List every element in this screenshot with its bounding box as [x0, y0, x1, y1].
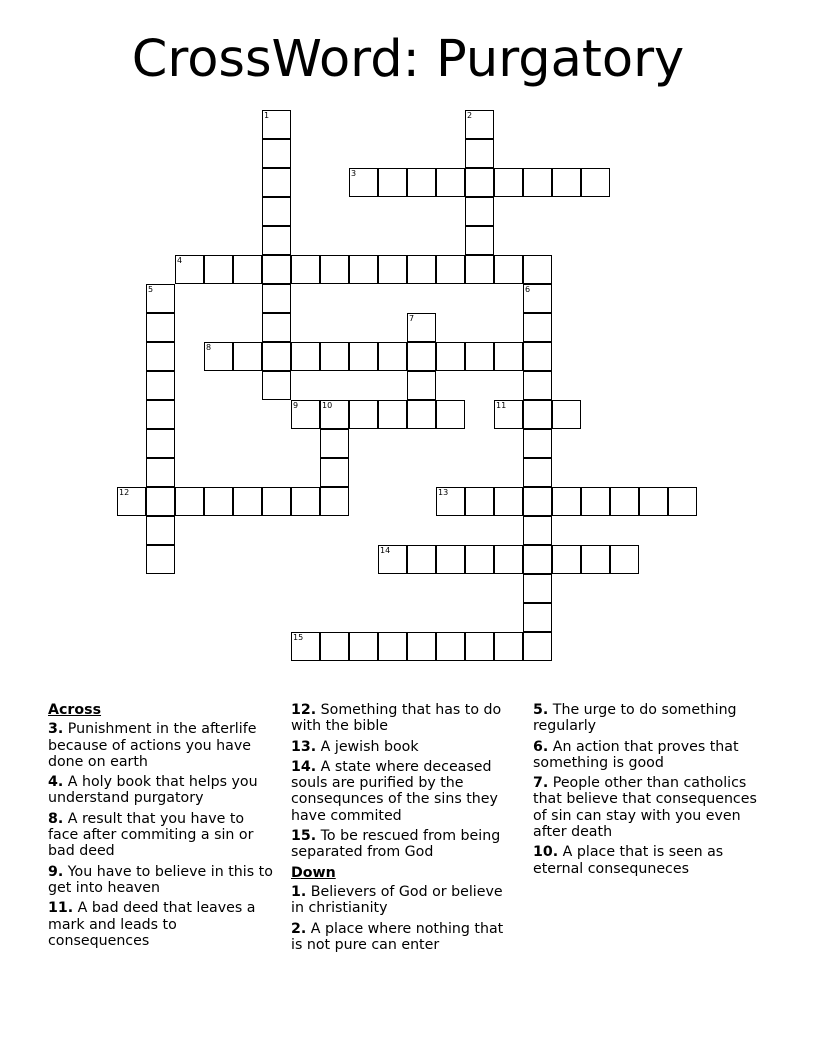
clue-text: You have to believe in this to get into heaven: [48, 863, 273, 896]
clue-across-13: [291, 739, 517, 755]
grid-cell: [146, 371, 175, 400]
down-heading: Down: [291, 864, 336, 881]
grid-cell: [465, 139, 494, 168]
cell-number: 12: [119, 488, 130, 497]
grid-cell: [494, 255, 523, 284]
grid-cell: [610, 487, 639, 516]
grid-cell: [204, 342, 233, 371]
grid-cell: [233, 342, 262, 371]
clue-text: A state where deceased souls are purified by the consequnces of the sins they have commited: [291, 758, 498, 824]
grid-cell: [262, 313, 291, 342]
grid-cell: [523, 429, 552, 458]
cell-number: 10: [322, 401, 333, 410]
clue-number: 8.: [48, 810, 64, 827]
clue-across-14: [291, 759, 517, 824]
grid-cell: [523, 545, 552, 574]
grid-cell: [320, 400, 349, 429]
clue-down-10: [533, 844, 763, 877]
clue-number: 4.: [48, 774, 64, 791]
cell-number: 8: [206, 343, 212, 352]
grid-cell: [465, 487, 494, 516]
grid-cell: [320, 632, 349, 661]
clue-across-12: [291, 702, 517, 735]
grid-cell: [465, 110, 494, 139]
clue-across-8: [48, 811, 274, 860]
cell-number: 11: [496, 401, 507, 410]
grid-cell: [146, 313, 175, 342]
grid-cell: [523, 487, 552, 516]
cell-number: 1: [264, 111, 270, 120]
grid-cell: [523, 574, 552, 603]
clue-across-3: [48, 721, 274, 770]
grid-cell: [465, 255, 494, 284]
grid-cell: [407, 371, 436, 400]
grid-cell: [581, 545, 610, 574]
across-heading: Across: [48, 702, 102, 718]
clue-text: A holy book that helps you understand purgatory: [48, 774, 258, 807]
grid-cell: [320, 342, 349, 371]
clue-number: 13.: [291, 738, 317, 755]
clue-text: Believers of God or believe in christianity: [291, 883, 503, 917]
grid-cell: [349, 255, 378, 284]
clue-across-4: [48, 774, 274, 807]
grid-cell: [262, 255, 291, 284]
clue-number: 7.: [533, 775, 549, 792]
grid-cell: [320, 429, 349, 458]
cell-number: 6: [525, 285, 531, 294]
clue-down-6: [533, 739, 763, 772]
cell-number: 15: [293, 633, 304, 642]
grid-cell: [407, 632, 436, 661]
grid-cell: [378, 342, 407, 371]
grid-cell: [117, 487, 146, 516]
grid-cell: [320, 487, 349, 516]
grid-cell: [465, 168, 494, 197]
grid-cell: [494, 342, 523, 371]
cell-number: 4: [177, 256, 183, 265]
clue-text: A place where nothing that is not pure can enter: [291, 920, 504, 953]
grid-cell: [175, 255, 204, 284]
clue-number: 2.: [291, 920, 307, 937]
grid-cell: [146, 342, 175, 371]
grid-cell: [407, 168, 436, 197]
grid-cell: [552, 487, 581, 516]
grid-cell: [262, 226, 291, 255]
grid-cell: [146, 284, 175, 313]
clue-number: 6.: [533, 738, 549, 755]
grid-cell: [523, 400, 552, 429]
grid-cell: [523, 168, 552, 197]
grid-cell: [523, 371, 552, 400]
grid-cell: [465, 197, 494, 226]
grid-cell: [436, 342, 465, 371]
grid-cell: [494, 545, 523, 574]
grid-cell: [436, 255, 465, 284]
grid-cell: [523, 255, 552, 284]
clue-across-15: [291, 828, 517, 861]
clue-text: The urge to do something regularly: [533, 702, 737, 735]
clue-text: Something that has to do with the bible: [291, 702, 502, 735]
grid-cell: [233, 255, 262, 284]
grid-cell: [349, 632, 378, 661]
grid-cell: [465, 226, 494, 255]
grid-cell: [523, 603, 552, 632]
clue-number: 14.: [291, 758, 317, 775]
clue-text: People other than catholics that believe that consequences of sin can stay with you even after death: [533, 775, 757, 841]
cell-number: 7: [409, 314, 415, 323]
clue-text: To be rescued from being separated from God: [291, 828, 501, 861]
grid-cell: [146, 400, 175, 429]
clue-across-11: [48, 900, 274, 949]
cell-number: 5: [148, 285, 154, 294]
grid-cell: [552, 168, 581, 197]
grid-cell: [407, 545, 436, 574]
grid-cell: [320, 255, 349, 284]
clue-number: 10.: [533, 844, 559, 861]
grid-cell: [262, 139, 291, 168]
clue-down-7: [533, 775, 763, 840]
cell-number: 14: [380, 546, 391, 555]
grid-cell: [407, 255, 436, 284]
clue-text: An action that proves that something is good: [533, 738, 739, 771]
grid-cell: [320, 458, 349, 487]
grid-cell: [465, 545, 494, 574]
grid-cell: [494, 168, 523, 197]
grid-cell: [610, 545, 639, 574]
grid-cell: [262, 110, 291, 139]
grid-cell: [407, 313, 436, 342]
grid-cell: [175, 487, 204, 516]
clue-text: A result that you have to face after commiting a sin or bad deed: [48, 810, 254, 860]
grid-cell: [581, 487, 610, 516]
grid-cell: [262, 284, 291, 313]
grid-cell: [436, 632, 465, 661]
grid-cell: [436, 545, 465, 574]
grid-cell: [378, 545, 407, 574]
grid-cell: [349, 342, 378, 371]
clue-column-1: [48, 702, 274, 953]
cell-number: 13: [438, 488, 449, 497]
grid-cell: [494, 400, 523, 429]
grid-cell: [291, 487, 320, 516]
clue-across-9: [48, 864, 274, 897]
grid-cell: [523, 342, 552, 371]
grid-cell: [262, 197, 291, 226]
grid-cell: [581, 168, 610, 197]
clue-number: 5.: [533, 702, 549, 718]
clue-text: Punishment in the afterlife because of actions you have done on earth: [48, 721, 257, 770]
clue-number: 12.: [291, 702, 317, 718]
clue-text: A bad deed that leaves a mark and leads to consequences: [48, 900, 256, 949]
grid-cell: [291, 632, 320, 661]
grid-cell: [494, 487, 523, 516]
grid-cell: [378, 632, 407, 661]
grid-cell: [146, 458, 175, 487]
grid-cell: [378, 168, 407, 197]
grid-cell: [465, 632, 494, 661]
page-title: CrossWord: Purgatory: [131, 30, 685, 89]
grid-cell: [291, 400, 320, 429]
grid-cell: [349, 400, 378, 429]
clue-column-3: [533, 702, 763, 881]
grid-cell: [378, 400, 407, 429]
grid-cell: [552, 545, 581, 574]
grid-cell: [146, 487, 175, 516]
clue-number: 11.: [48, 900, 74, 917]
clue-number: 1.: [291, 883, 307, 900]
grid-cell: [407, 400, 436, 429]
grid-cell: [378, 255, 407, 284]
grid-cell: [436, 168, 465, 197]
clue-text: A place that is seen as eternal consequneces: [533, 844, 724, 877]
grid-cell: [262, 168, 291, 197]
grid-cell: [436, 487, 465, 516]
grid-cell: [262, 487, 291, 516]
clue-down-2: [291, 921, 517, 954]
grid-cell: [262, 371, 291, 400]
grid-cell: [291, 342, 320, 371]
cell-number: 2: [467, 111, 473, 120]
clue-number: 3.: [48, 721, 64, 738]
grid-cell: [639, 487, 668, 516]
grid-cell: [523, 632, 552, 661]
grid-cell: [349, 168, 378, 197]
grid-cell: [523, 458, 552, 487]
clue-column-2: [291, 702, 517, 957]
clue-number: 15.: [291, 828, 317, 845]
clue-text: A jewish book: [320, 738, 419, 755]
grid-cell: [523, 284, 552, 313]
grid-cell: [262, 342, 291, 371]
grid-cell: [494, 632, 523, 661]
grid-cell: [465, 342, 494, 371]
cell-number: 9: [293, 401, 299, 410]
grid-cell: [523, 313, 552, 342]
clue-down-1: [291, 884, 517, 917]
grid-cell: [146, 429, 175, 458]
grid-cell: [204, 255, 233, 284]
clue-number: 9.: [48, 863, 64, 880]
grid-cell: [233, 487, 262, 516]
grid-cell: [204, 487, 233, 516]
grid-cell: [407, 342, 436, 371]
grid-cell: [668, 487, 697, 516]
grid-cell: [436, 400, 465, 429]
grid-cell: [291, 255, 320, 284]
grid-cell: [146, 545, 175, 574]
grid-cell: [146, 516, 175, 545]
grid-cell: [523, 516, 552, 545]
grid-cell: [552, 400, 581, 429]
cell-number: 3: [351, 169, 357, 178]
clue-down-5: [533, 702, 763, 735]
